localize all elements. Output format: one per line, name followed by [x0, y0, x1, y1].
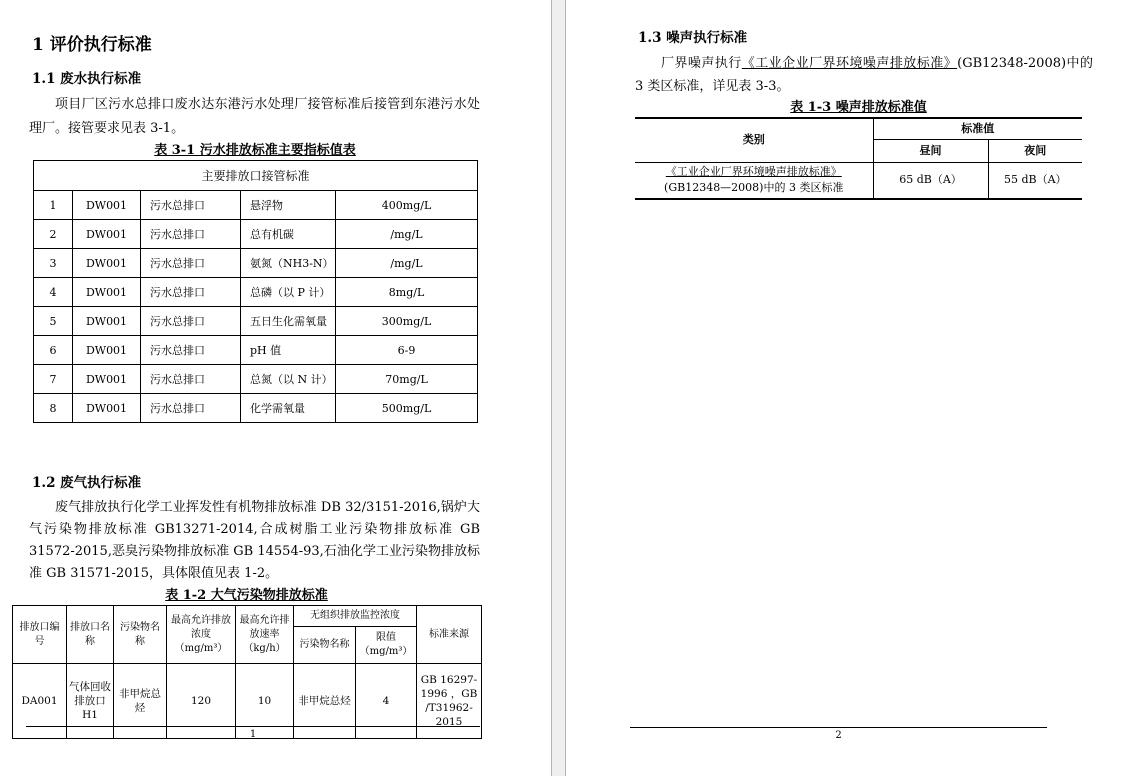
header-max-rate: 最高允许排放速率（kg/h） — [236, 606, 294, 664]
page-number: 2 — [835, 730, 842, 741]
wastewater-standards-table — [33, 160, 478, 423]
table-row — [34, 278, 478, 307]
cell-standard-source: GB 16297-1996 ，GB /T31962-2015 — [417, 664, 482, 739]
table-cell: DW001 — [73, 220, 141, 249]
header-daytime: 昼间 — [873, 139, 988, 162]
table-row — [34, 365, 478, 394]
header-fugitive-pollutant: 污染物名称 — [294, 627, 356, 664]
page-number: 1 — [249, 729, 257, 740]
page-2-content — [566, 0, 1093, 200]
table-cell: /mg/L — [336, 249, 478, 278]
noise-paragraph-end: (GB12348-2008)中的 3 类区标准，详见表 3-3。 — [635, 56, 1093, 94]
section-1-1-heading: 1.1 废水执行标准 — [32, 71, 142, 87]
header-nighttime: 夜间 — [988, 139, 1082, 162]
table-cell: /mg/L — [336, 220, 478, 249]
header-standard-source: 标准来源 — [417, 606, 482, 664]
cell-fugitive-limit: 4 — [356, 664, 417, 739]
table-cell: 300mg/L — [336, 307, 478, 336]
section-1-heading: 1 评价执行标准 — [32, 35, 152, 55]
header-outlet-no: 排放口编号 — [13, 606, 67, 664]
table-cell: DW001 — [73, 394, 141, 423]
cell-daytime-value: 65 dB（A） — [873, 162, 988, 199]
table-cell: 污水总排口 — [141, 249, 241, 278]
table-cell: pH 值 — [241, 336, 336, 365]
page-1-footer — [26, 726, 480, 740]
table-cell: 污水总排口 — [141, 336, 241, 365]
table-cell: 五日生化需氧量 — [241, 307, 336, 336]
header-fugitive-limit: 限值（mg/m³） — [356, 627, 417, 664]
table-cell: 70mg/L — [336, 365, 478, 394]
table-cell: 5 — [34, 307, 73, 336]
page-gap — [551, 0, 566, 776]
table-cell: DW001 — [73, 336, 141, 365]
table-1-2-caption: 表 1-2 大气污染物排放标准 — [165, 588, 328, 603]
page-1-content — [0, 0, 480, 739]
table-cell: DW001 — [73, 278, 141, 307]
cell-fugitive-pollutant: 非甲烷总烃 — [294, 664, 356, 739]
section-1-2-heading: 1.2 废气执行标准 — [32, 475, 142, 491]
header-fugitive-group: 无组织排放监控浓度 — [294, 606, 417, 627]
table-cell: 总氮（以 N 计） — [241, 365, 336, 394]
noise-paragraph-start: 厂界噪声执行 — [661, 56, 742, 71]
table-row — [34, 220, 478, 249]
cell-outlet-no: DA001 — [13, 664, 67, 739]
table-cell: DW001 — [73, 365, 141, 394]
table-cell: 8 — [34, 394, 73, 423]
cell-max-rate: 10 — [236, 664, 294, 739]
header-outlet-name: 排放口名称 — [67, 606, 114, 664]
cell-outlet-name: 气体回收排放口 H1 — [67, 664, 114, 739]
cell-category-standard-name: 《工业企业厂界环境噪声排放标准》 — [665, 165, 842, 179]
table-cell: 污水总排口 — [141, 394, 241, 423]
table-row — [34, 307, 478, 336]
cell-max-concentration: 120 — [167, 664, 236, 739]
header-pollutant: 污染物名称 — [114, 606, 167, 664]
document-page-2 — [566, 0, 1130, 776]
table-cell: DW001 — [73, 307, 141, 336]
table-3-1-body — [34, 191, 478, 423]
table-cell: 总磷（以 P 计） — [241, 278, 336, 307]
table-cell: DW001 — [73, 191, 141, 220]
header-max-concentration: 最高允许排放浓度（mg/m³） — [167, 606, 236, 664]
table-cell: 总有机碳 — [241, 220, 336, 249]
table-cell: 污水总排口 — [141, 307, 241, 336]
noise-standard-title: 《工业企业厂界环境噪声排放标准》 — [741, 56, 958, 71]
table-1-3-data-row — [635, 162, 1082, 199]
table-cell: 悬浮物 — [241, 191, 336, 220]
table-1-3-header-row-1 — [635, 118, 1082, 139]
table-row — [34, 249, 478, 278]
table-cell: 3 — [34, 249, 73, 278]
table-cell: 2 — [34, 220, 73, 249]
header-standard-value: 标准值 — [873, 118, 1082, 139]
section-1-3-heading: 1.3 噪声执行标准 — [638, 30, 748, 46]
table-3-1-caption: 表 3-1 污水排放标准主要指标值表 — [154, 143, 356, 158]
table-3-1-header-row — [34, 161, 478, 191]
wastewater-paragraph: 项目厂区污水总排口废水达东港污水处理厂接管标准后接管到东港污水处理厂。接管要求见表 3-1。 — [29, 97, 480, 136]
noise-standards-table — [635, 117, 1082, 200]
table-row — [34, 394, 478, 423]
air-pollutant-standards-table — [12, 605, 482, 739]
table-row — [34, 191, 478, 220]
table-cell: 6-9 — [336, 336, 478, 365]
table-1-3-caption: 表 1-3 噪声排放标准值 — [790, 100, 927, 115]
noise-paragraph — [635, 52, 1093, 98]
table-cell: 污水总排口 — [141, 220, 241, 249]
cell-category-class: (GB12348—2008)中的 3 类区标准 — [664, 181, 844, 195]
table-cell: 400mg/L — [336, 191, 478, 220]
table-1-2-header-row-1 — [13, 606, 482, 627]
table-cell: 6 — [34, 336, 73, 365]
table-cell: 污水总排口 — [141, 278, 241, 307]
header-category: 类别 — [635, 118, 873, 162]
table-cell: 4 — [34, 278, 73, 307]
table-cell: 1 — [34, 191, 73, 220]
document-page-1 — [0, 0, 551, 776]
cell-pollutant: 非甲烷总烃 — [114, 664, 167, 739]
table-cell: 7 — [34, 365, 73, 394]
table-row — [34, 336, 478, 365]
cell-nighttime-value: 55 dB（A） — [988, 162, 1082, 199]
table-cell: DW001 — [73, 249, 141, 278]
table-cell: 污水总排口 — [141, 365, 241, 394]
table-3-1-header-cell: 主要排放口接管标准 — [34, 161, 478, 191]
table-cell: 500mg/L — [336, 394, 478, 423]
table-cell: 氨氮（NH3-N） — [241, 249, 336, 278]
table-cell: 污水总排口 — [141, 191, 241, 220]
table-cell: 化学需氧量 — [241, 394, 336, 423]
page-2-footer — [630, 727, 1047, 741]
cell-category — [635, 162, 873, 199]
table-cell: 8mg/L — [336, 278, 478, 307]
waste-gas-paragraph: 废气排放执行化学工业挥发性有机物排放标准 DB 32/3151-2016,锅炉大气污染物排放标准 GB13271-2014,合成树脂工业污染物排放标准 GB 31572-2015,恶臭污染物排放标准 GB 14554-93,石油化学工业污染物排放标准 GB 31571-2015，具体限值见表 1-2。 — [29, 500, 480, 581]
